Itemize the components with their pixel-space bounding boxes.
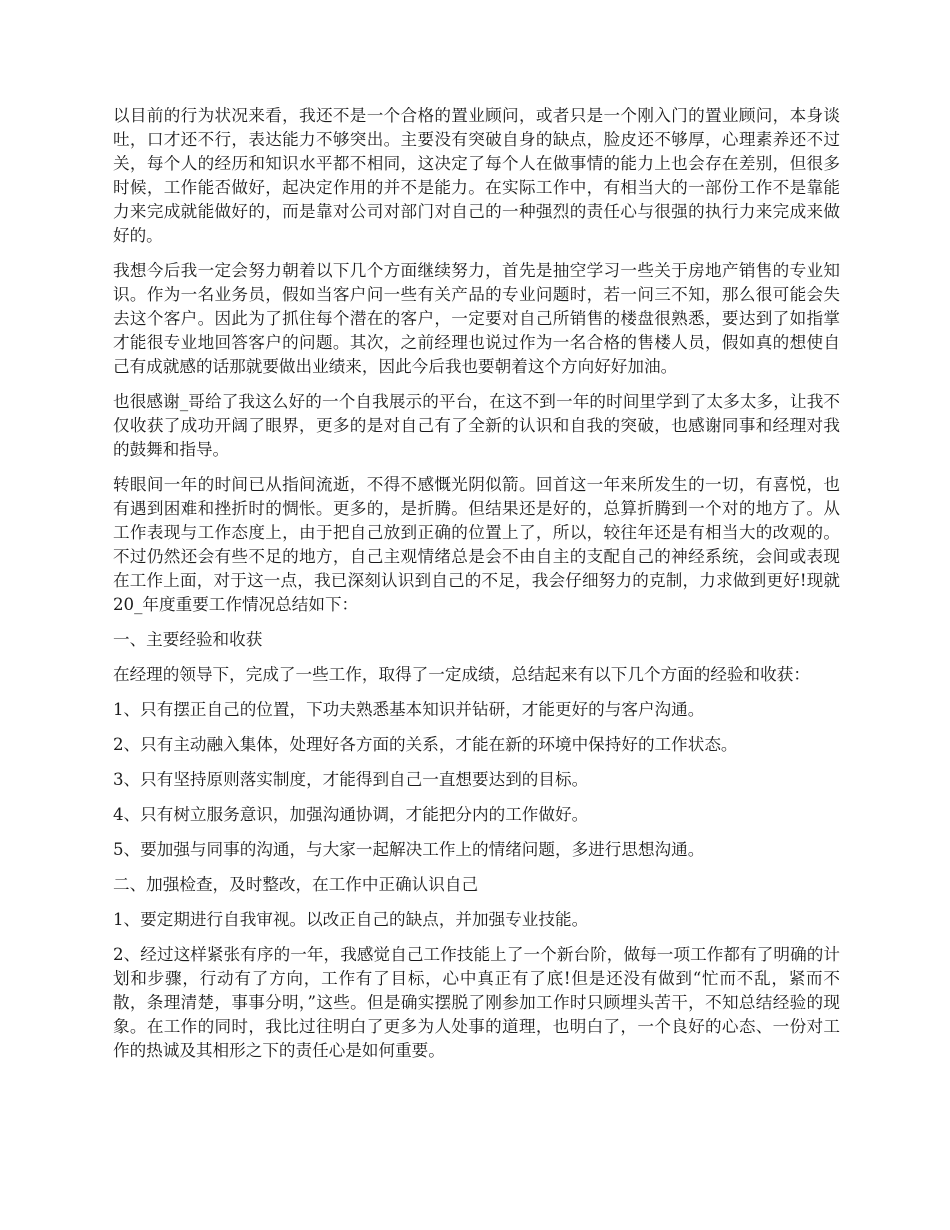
- paragraph-2: 我想今后我一定会努力朝着以下几个方面继续努力，首先是抽空学习一些关于房地产销售的专业知识。作为一名业务员，假如当客户问一些有关产品的专业问题时，若一问三不知，那么很可能会失去这个客户。因此为了抓住每个潜在的客户，一定要对自己所销售的楼盘很熟悉，要达到了如指掌才能很专业地回答客户的问题。其次，之前经理也说过作为一名合格的售楼人员，假如真的想使自己有成就感的话那就要做出业绩来，因此今后我也要朝着这个方向好好加油。: [113, 261, 840, 376]
- list-item-6: 1、要定期进行自我审视。以改正自己的缺点，并加强专业技能。: [113, 910, 589, 929]
- paragraph-4: 转眼间一年的时间已从指间流逝，不得不感慨光阴似箭。回首这一年来所发生的一切，有喜悦，也有遇到困难和挫折时的惆怅。更多的，是折腾。但结果还是好的，总算折腾到一个对的地方了。从工作表现与工作态度上，由于把自己放到正确的位置上了，所以，较往年还是有相当大的改观的。不过仍然还会有些不足的地方，自己主观情绪总是会不由自主的支配自己的神经系统，会间或表现在工作上面，对于这一点，我已深刻认识到自己的不足，我会仔细努力的克制，力求做到更好!现就 20_年度重要工作情况总结如下：: [113, 475, 840, 614]
- paragraph-1: 以目前的行为状况来看，我还不是一个合格的置业顾问，或者只是一个刚入门的置业顾问，本身谈吐，口才还不行，表达能力不够突出。主要没有突破自身的缺点，脸皮还不够厚，心理素养还不过关，每个人的经历和知识水平都不相同，这决定了每个人在做事情的能力上也会存在差别，但很多时候，工作能否做好，起决定作用的并不是能力。在实际工作中，有相当大的一部份工作不是靠能力来完成就能做好的，而是靠对公司对部门对自己的一种强烈的责任心与很强的执行力来完成来做好的。: [113, 106, 840, 245]
- paragraph-3: 也很感谢_哥给了我这么好的一个自我展示的平台，在这不到一年的时间里学到了太多太多，让我不仅收获了成功开阔了眼界，更多的是对自己有了全新的认识和自我的突破，也感谢同事和经理对我的鼓舞和指导。: [113, 392, 840, 459]
- paragraph-5: 在经理的领导下，完成了一些工作，取得了一定成绩，总结起来有以下几个方面的经验和收获：: [113, 665, 810, 684]
- list-item-4: 4、只有树立服务意识，加强沟通协调，才能把分内的工作做好。: [113, 805, 589, 824]
- list-item-2: 2、只有主动融入集体，处理好各方面的关系，才能在新的环境中保持好的工作状态。: [113, 735, 738, 754]
- list-item-7: 2、经过这样紧张有序的一年，我感觉自己工作技能上了一个新台阶，做每一项工作都有了明确的计划和步骤，行动有了方向，工作有了目标，心中真正有了底!但是还没有做到“忙而不乱，紧而不散，条理清楚，事事分明，”这些。但是确实摆脱了刚参加工作时只顾埋头苦干，不知总结经验的现象。在工作的同时，我比过往明白了更多为人处事的道理，也明白了，一个良好的心态、一份对工作的热诚及其相形之下的责任心是如何重要。: [113, 945, 840, 1060]
- section-heading-2: 二、加强检查，及时整改，在工作中正确认识自己: [113, 875, 479, 894]
- document-page: [113, 104, 840, 1074]
- list-item-5: 5、要加强与同事的沟通，与大家一起解决工作上的情绪问题，多进行思想沟通。: [113, 840, 705, 859]
- section-heading-1: 一、主要经验和收获: [113, 630, 263, 649]
- list-item-1: 1、只有摆正自己的位置，下功夫熟悉基本知识并钻研，才能更好的与客户沟通。: [113, 700, 705, 719]
- list-item-3: 3、只有坚持原则落实制度，才能得到自己一直想要达到的目标。: [113, 770, 589, 789]
